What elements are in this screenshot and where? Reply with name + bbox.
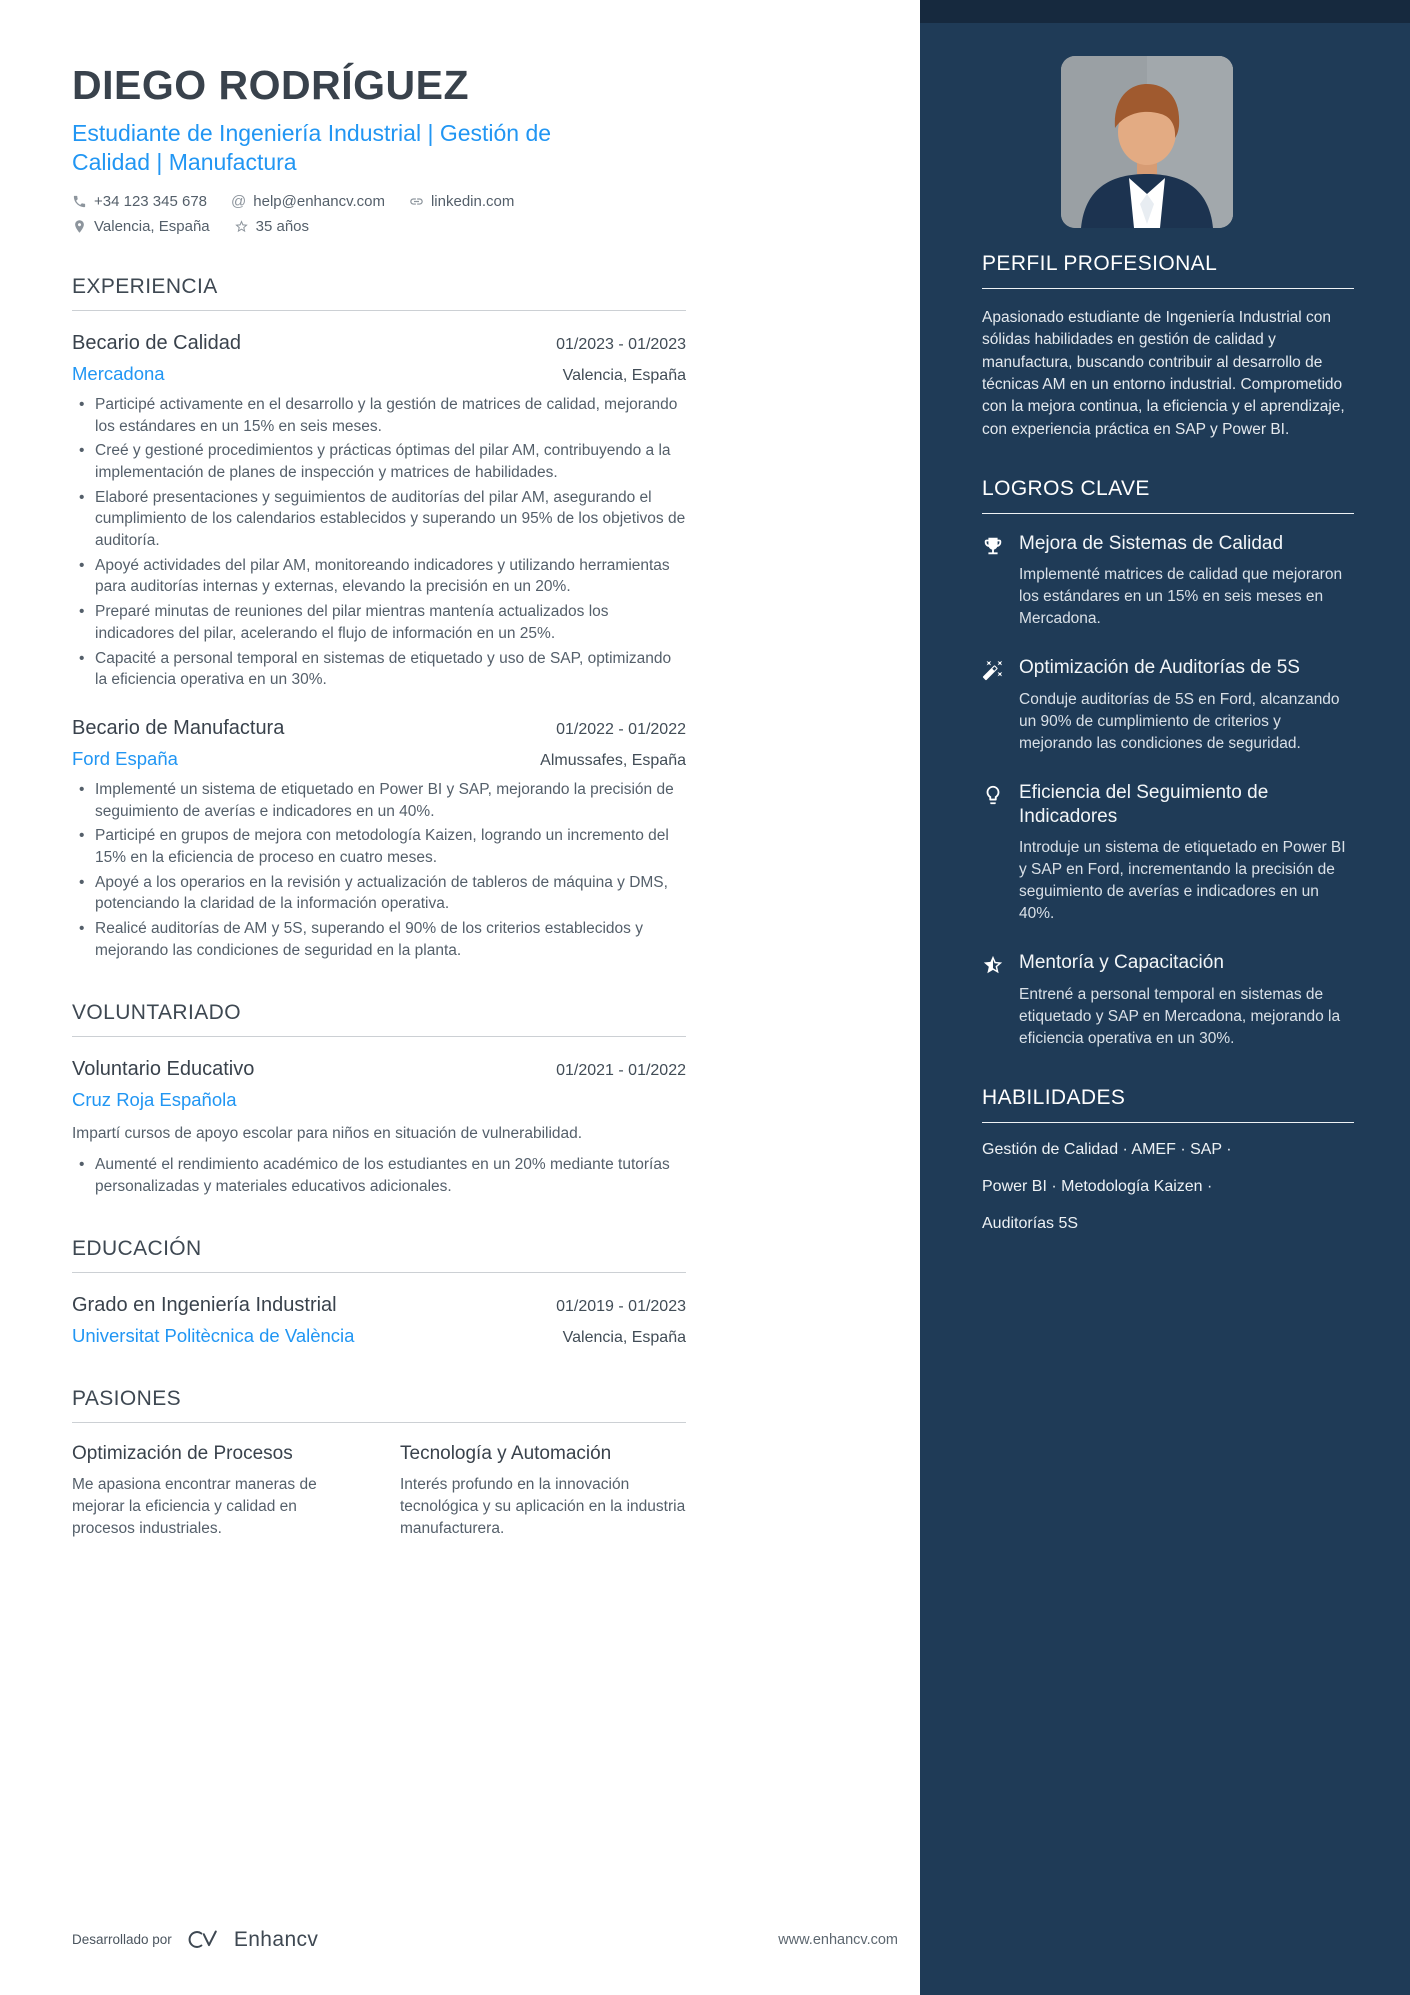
sidebar	[920, 0, 1410, 1995]
bullet-item: • Apoyé a los operarios en la revisión y actualización de tableros de máquina y DMS, potenciando la claridad de la información operativa.	[72, 872, 686, 915]
skill-line: Auditorías 5S	[982, 1214, 1079, 1232]
link-icon	[409, 194, 424, 209]
achievement-title: Eficiencia del Seguimiento de Indicadores	[1019, 781, 1269, 827]
skills-list	[982, 1141, 1354, 1233]
school-location: Valencia, España	[562, 1329, 686, 1347]
section-passions	[72, 1387, 686, 1539]
job-dates: 01/2022 - 01/2022	[556, 720, 686, 738]
enhancv-logo-icon	[183, 1926, 223, 1953]
star-half-icon	[982, 951, 1004, 1050]
experience-list	[72, 332, 686, 961]
job-entry	[72, 717, 686, 962]
job-dates: 01/2021 - 01/2022	[556, 1062, 686, 1080]
achievement-title: Optimización de Auditorías de 5S	[1019, 657, 1300, 679]
bullet-item: • Realicé auditorías de AM y 5S, superando el 90% de los criterios establecidos y mejorando las condiciones de seguridad en la planta.	[72, 918, 686, 961]
website-link[interactable]: www.enhancv.com	[778, 1931, 898, 1948]
job-intro: Impartí cursos de apoyo escolar para niños en situación de vulnerabilidad.	[72, 1125, 583, 1143]
job-bullets	[72, 1154, 686, 1197]
contact-item[interactable]	[72, 193, 207, 210]
job-title: Becario de Calidad	[72, 331, 241, 354]
bullet-item: • Implementé un sistema de etiquetado en Power BI y SAP, mejorando la precisión de seguimiento de averías e indicadores en un 40%.	[72, 779, 686, 822]
job-title: Voluntario Educativo	[72, 1058, 255, 1081]
skill-line: Power BI · Metodología Kaizen ·	[982, 1177, 1213, 1195]
person-headline: Estudiante de Ingeniería Industrial | Gestión de Calidad | Manufactura	[72, 120, 552, 175]
developed-by-label: Desarrollado por	[72, 1932, 172, 1947]
passions-heading: PASIONES	[72, 1387, 686, 1423]
passion-text: Me apasiona encontrar maneras de mejorar la eficiencia y calidad en procesos industriales.	[72, 1476, 317, 1537]
experience-heading: EXPERIENCIA	[72, 275, 686, 311]
job-location: Almussafes, España	[540, 751, 686, 769]
sidebar-top-band	[920, 0, 1410, 23]
achievement-text: Implementé matrices de calidad que mejoraron los estándares en un 15% en seis meses en Mercadona.	[1019, 566, 1343, 628]
achievement-title: Mejora de Sistemas de Calidad	[1019, 532, 1284, 554]
main-column	[72, 0, 686, 1540]
passion-entry	[400, 1443, 686, 1539]
volunteering-list	[72, 1058, 686, 1197]
section-education	[72, 1237, 686, 1347]
section-experience	[72, 275, 686, 961]
job-entry	[72, 1058, 686, 1197]
section-skills	[982, 1086, 1354, 1233]
contact-item[interactable]	[231, 193, 385, 210]
achievement-entry	[982, 781, 1354, 925]
bulb-icon	[982, 781, 1004, 925]
education-heading: EDUCACIÓN	[72, 1237, 686, 1273]
section-achievements	[982, 477, 1354, 1050]
passion-title: Tecnología y Automación	[400, 1443, 612, 1465]
bullet-item: • Elaboré presentaciones y seguimientos de auditorías del pilar AM, asegurando el cumplimiento de los calendarios establecidos y superando un 95% de los objetivos de auditoría.	[72, 487, 686, 552]
bullet-item: • Capacité a personal temporal en sistemas de etiquetado y uso de SAP, optimizando la eficiencia operativa en un 30%.	[72, 648, 686, 691]
bullet-item: • Participé en grupos de mejora con metodología Kaizen, logrando un incremento del 15% en la eficiencia de proceso en cuatro meses.	[72, 825, 686, 868]
job-entry	[72, 332, 686, 691]
contact-text: help@enhancv.com	[253, 192, 385, 210]
achievement-entry	[982, 951, 1354, 1050]
school-name: Universitat Politècnica de València	[72, 1325, 355, 1347]
contact-text: linkedin.com	[430, 192, 515, 210]
location-icon	[72, 219, 87, 234]
profile-heading: PERFIL PROFESIONAL	[982, 252, 1354, 289]
job-bullets	[72, 394, 686, 691]
job-location: Valencia, España	[562, 366, 686, 384]
achievement-entry	[982, 656, 1354, 755]
section-profile	[982, 252, 1354, 441]
person-name: DIEGO RODRÍGUEZ	[72, 62, 470, 108]
achievement-entry	[982, 532, 1354, 631]
passion-title: Optimización de Procesos	[72, 1443, 293, 1465]
skills-heading: HABILIDADES	[982, 1086, 1354, 1123]
education-dates: 01/2019 - 01/2023	[556, 1298, 686, 1316]
contact-row	[72, 193, 632, 235]
bullet-item: • Creé y gestioné procedimientos y prácticas óptimas del pilar AM, contribuyendo a la implementación de planes de inspección y matrices de habilidades.	[72, 440, 686, 483]
education-entry	[72, 1294, 686, 1347]
job-company: Mercadona	[72, 362, 165, 384]
volunteering-heading: VOLUNTARIADO	[72, 1001, 686, 1037]
footer	[72, 1926, 898, 1953]
contact-item[interactable]	[234, 218, 309, 235]
contact-item[interactable]	[409, 193, 514, 210]
section-volunteering	[72, 1001, 686, 1197]
job-bullets	[72, 779, 686, 962]
passion-text: Interés profundo en la innovación tecnológica y su aplicación en la industria manufacturera.	[400, 1476, 686, 1537]
achievements-heading: LOGROS CLAVE	[982, 477, 1354, 514]
degree-title: Grado en Ingeniería Industrial	[72, 1294, 337, 1317]
contact-item[interactable]	[72, 218, 210, 235]
at-icon: @	[231, 192, 247, 210]
brand-wordmark: Enhancv	[233, 1927, 319, 1951]
job-dates: 01/2023 - 01/2023	[556, 335, 686, 353]
profile-text: Apasionado estudiante de Ingeniería Industrial con sólidas habilidades en gestión de calidad y manufactura, buscando contribuir al desarrollo de técnicas AM en un entorno industrial. Comprometido con la mejora continua, la eficiencia y el aprendizaje, con experiencia práctica en SAP y Power BI.	[982, 309, 1345, 438]
contact-text: Valencia, España	[94, 217, 210, 235]
bullet-item: • Preparé minutas de reuniones del pilar mientras mantenía actualizados los indicadores del pilar, acelerando el flujo de información en un 25%.	[72, 601, 686, 644]
profile-photo	[1061, 56, 1233, 228]
bullet-item: • Participé activamente en el desarrollo y la gestión de matrices de calidad, mejorando los estándares en un 15% en seis meses.	[72, 394, 686, 437]
contact-text: 35 años	[255, 217, 310, 235]
job-company: Cruz Roja Española	[72, 1089, 237, 1111]
education-list	[72, 1294, 686, 1347]
achievement-text: Conduje auditorías de 5S en Ford, alcanzando un 90% de cumplimiento de criterios y mejorando las condiciones de seguridad.	[1019, 690, 1340, 752]
contact-text: +34 123 345 678	[94, 192, 208, 210]
skill-line: Gestión de Calidad · AMEF · SAP ·	[982, 1140, 1232, 1158]
profile-photo-illustration	[1061, 56, 1233, 228]
achievement-title: Mentoría y Capacitación	[1019, 952, 1224, 974]
bullet-item: • Apoyé actividades del pilar AM, monitoreando indicadores y utilizando herramientas para auditorías internas y externas, elevando la precisión en un 20%.	[72, 555, 686, 598]
bullet-item: • Aumenté el rendimiento académico de los estudiantes en un 20% mediante tutorías personalizadas y materiales educativos adicionales.	[72, 1154, 686, 1197]
trophy-icon	[982, 532, 1004, 631]
achievement-text: Entrené a personal temporal en sistemas de etiquetado y SAP en Mercadona, mejorando la eficiencia operativa en un 30%.	[1019, 985, 1341, 1047]
achievements-list	[982, 532, 1354, 1050]
passions-grid	[72, 1443, 686, 1539]
job-company: Ford España	[72, 747, 178, 769]
achievement-text: Introduje un sistema de etiquetado en Power BI y SAP en Ford, incrementando la precisión de seguimiento de averías e indicadores en un 40%.	[1019, 839, 1346, 923]
job-title: Becario de Manufactura	[72, 716, 285, 739]
wand-icon	[982, 656, 1004, 755]
phone-icon	[72, 194, 87, 209]
star-icon	[234, 219, 249, 234]
passion-entry	[72, 1443, 358, 1539]
